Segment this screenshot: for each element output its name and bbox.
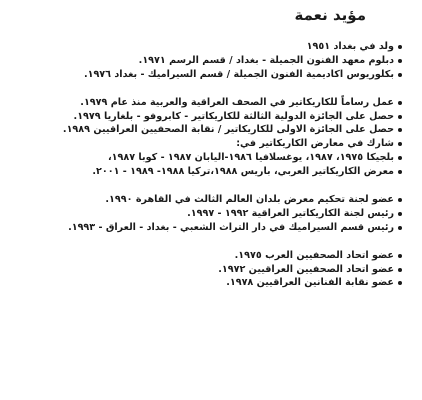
bullet-icon [398,226,402,230]
bullet-icon [398,170,402,174]
bio-item-text: بكلوريوس اكاديمية الفنون الجميلة / قسم السيراميك - بغداد ١٩٧٦. [83,68,394,80]
bullet-icon [398,101,402,105]
group-spacer [0,82,402,96]
bio-item-text: حصل على الجائزة الدولية الثالثة للكاريكاتير - كابروفو - بلغاريا ١٩٧٩. [73,110,394,122]
bio-item-text: عضو لجنة تحكيم معرض بلدان العالم الثالث في القاهرة ١٩٩٠. [105,194,394,206]
bullet-icon [398,73,402,77]
biography-list [0,40,402,290]
bio-item-text: بلجيكا ١٩٧٥، ١٩٨٧، يوغسلافيا ١٩٨٦-اليابان ١٩٨٧ - كوبا ١٩٨٧، [108,152,394,164]
bullet-icon [398,128,402,132]
bullet-icon [398,115,402,119]
bio-item [0,276,402,290]
bio-item-text: معرض الكاريكاتير العربي، باريس ١٩٨٨،تركيا ١٩٨٨- ١٩٨٩ - ٢٠٠١. [92,166,394,178]
bullet-icon [398,212,402,216]
bio-item-text: رئيس قسم السيراميك في دار التراث الشعبي - بغداد - العراق - ١٩٩٣. [68,221,394,233]
bio-item [0,193,402,207]
bullet-icon [398,156,402,160]
bullet-icon [398,142,402,146]
bio-item [0,221,402,235]
bio-item [0,165,402,179]
bio-item [0,137,402,151]
bullet-icon [398,59,402,63]
bio-item [0,54,402,68]
bullet-icon [398,268,402,272]
bio-item [0,110,402,124]
bio-item [0,68,402,82]
group-spacer [0,235,402,249]
bio-item [0,151,402,165]
bio-item [0,207,402,221]
bio-item-text: شارك في معارض الكاريكاتير في: [236,138,394,150]
group-spacer [0,179,402,193]
bio-item-text: عضو نقابة الفنانين العراقيين ١٩٧٨. [226,277,394,289]
bio-item-text: عضو اتحاد الصحفيين العراقيين ١٩٧٢. [218,263,394,275]
bio-item [0,263,402,277]
bio-item [0,249,402,263]
bio-item-text: حصل على الجائزة الاولى للكاريكاتير / نقابة الصحفيين العراقيين ١٩٨٩. [62,124,394,136]
bio-item-text: عضو اتحاد الصحفيين العرب ١٩٧٥. [234,249,394,261]
bullet-icon [398,45,402,49]
bio-item-text: عمل رساماً للكاريكاتير في الصحف العراقية والعربية منذ عام ١٩٧٩. [80,96,394,108]
bullet-icon [398,281,402,285]
bio-item [0,40,402,54]
page-title: مؤيد نعمة [294,6,366,24]
bio-item-text: ولد في بغداد ١٩٥١ [306,41,394,52]
bio-item [0,123,402,137]
bio-item-text: دبلوم معهد الفنون الجميلة - بغداد / قسم الرسم ١٩٧١. [138,54,394,66]
bullet-icon [398,198,402,202]
bio-item-text: رئيس لجنة الكاريكاتير العراقية ١٩٩٢ - ١٩٩٧. [187,207,394,219]
bio-item [0,96,402,110]
bullet-icon [398,254,402,258]
